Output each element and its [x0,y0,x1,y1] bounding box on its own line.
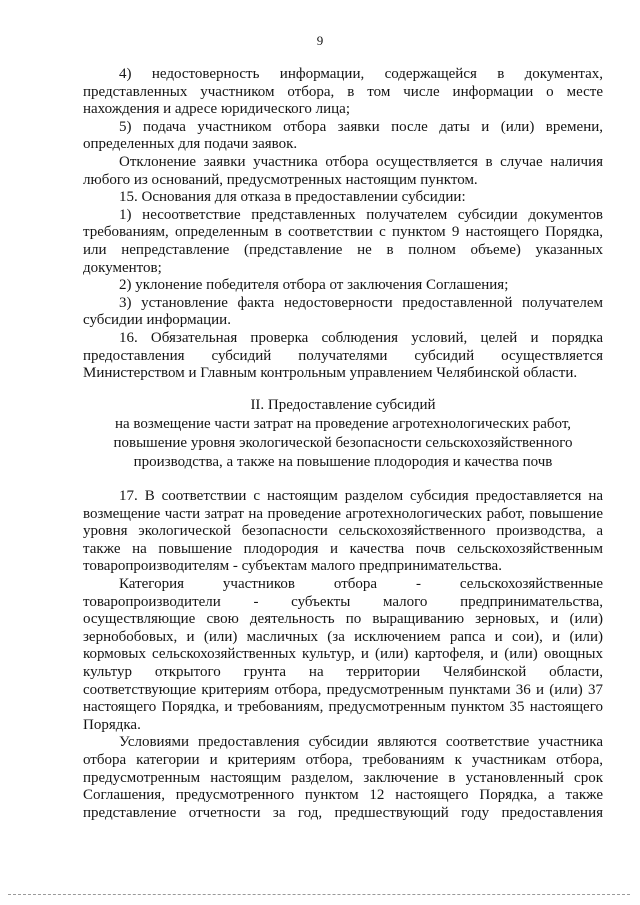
rejection-paragraph: Отклонение заявки участника отбора осуществляется в случае наличия любого из оснований, предусмотренных настоящим пунктом. [83,153,603,188]
participant-category-paragraph: Категория участников отбора - сельскохозяйственные товаропроизводители - субъекты малого предпринимательства, осуществляющие свою деятельность по выращиванию зерновых, и (или) зернобобовых, и (или) масличных (за исключением рапса и сои), и (или) кормовых сельскохозяйственных культур, и (или) картофеля, и (или) овощных культур открытого грунта на территории Челябинской области, соответствующие критериям отбора, предусмотренным пунктами 36 и (или) 37 настоящего Порядка, и требованиям, предусмотренным пунктом 35 настоящего Порядка. [83,575,603,733]
list-continuation-block [83,66,603,383]
section-subtitle-line-1: на возмещение части затрат на проведение агротехнологических работ, [114,416,571,432]
section-body-block [83,488,603,822]
point-15-item-1: 1) несоответствие представленных получателем субсидии документов требованиям, определенным в соответствии с пунктом 9 настоящего Порядка, или непредставление (представление не в полном объеме) указанных документов; [83,206,603,276]
point-15-heading: 15. Основания для отказа в предоставлении субсидии: [119,189,466,206]
section-title: II. Предоставление субсидий [250,397,436,413]
section-subtitle-line-3: производства, а также на повышение плодородия и качества почв [133,454,553,470]
point-15-item-2: 2) уклонение победителя отбора от заключения Соглашения; [119,277,509,294]
section-subtitle-line-2: повышение уровня экологической безопасности сельскохозяйственного [113,435,573,451]
item-5-paragraph: 5) подача участником отбора заявки после даты и (или) времени, определенных для подачи заявок. [83,118,603,153]
section-heading [83,396,603,472]
point-16-paragraph: 16. Обязательная проверка соблюдения условий, целей и порядка предоставления субсидий получателями субсидий осуществляется Министерством и Главным контрольным управлением Челябинской области. [83,329,603,382]
page-bottom-divider [8,894,630,895]
page-number: 9 [316,33,324,48]
point-15-item-3: 3) установление факта недостоверности предоставленной получателем субсидии информации. [83,294,603,329]
subsidy-conditions-paragraph: Условиями предоставления субсидии являются соответствие участника отбора категории и критериям отбора, требованиям к участникам отбора, предусмотренным настоящим разделом, заключение в установленный срок Соглашения, предусмотренного пунктом 12 настоящего Порядка, а также представление отчетности за год, предшествующий году предоставления [83,734,603,821]
point-17-paragraph: 17. В соответствии с настоящим разделом субсидия предоставляется на возмещение части затрат на проведение агротехнологических работ, повышение уровня экологической безопасности сельскохозяйственного производства, а также на повышение плодородия и качества почв сельскохозяйственным товаропроизводителям - субъектам малого предпринимательства. [83,488,603,575]
item-4-paragraph: 4) недостоверность информации, содержащейся в документах, представленных участником отбора, в том числе информации о месте нахождения и адресе юридического лица; [83,66,603,118]
